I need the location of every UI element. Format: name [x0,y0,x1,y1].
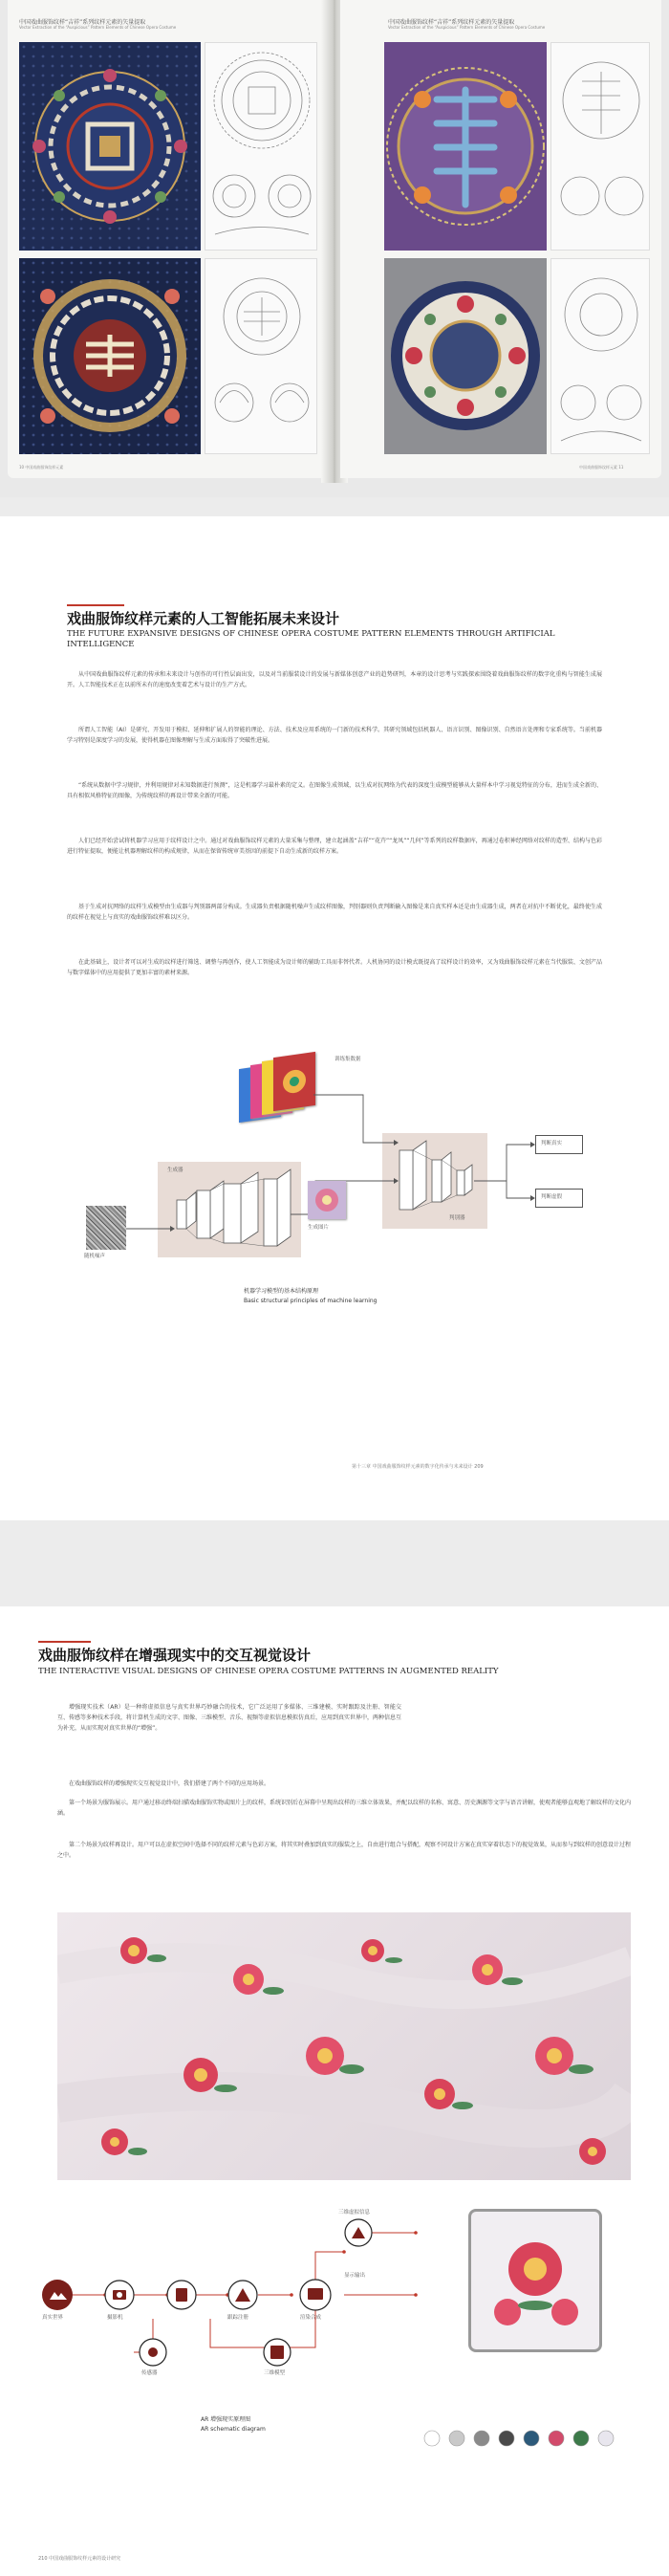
page3-paragraph-4: 第二个场景为纹样再设计。用户可以在虚拟空间中选择不同的纹样元素与色彩方案，将其实时叠加到真实的服装之上，自由进行组合与搭配，观察不同设计方案在真实穿着状态下的视觉效果，从而参与到纹样的创意设计过程之中。 [57,1842,632,1859]
color-swatch [524,2431,539,2446]
label-fake: 判断虚假 [541,1194,563,1200]
label-real: 判断真实 [541,1141,563,1146]
label-noise: 随机噪声 [84,1254,106,1259]
random-noise-image [86,1206,126,1250]
flow-label-render: 渲染合成 [300,2315,322,2321]
label-generator: 生成器 [167,1168,183,1173]
flow-label-tracking: 跟踪注册 [227,2315,249,2321]
color-swatch [598,2431,614,2446]
page-ai-future-design [0,516,669,1520]
ar-flow-lines [38,2194,440,2453]
phone-mockup [449,2209,631,2362]
color-swatches [421,2429,631,2448]
label-discriminator: 判别器 [449,1215,465,1221]
color-swatch [474,2431,489,2446]
diagram-caption-en: Basic structural principles of machine learning [244,1298,378,1304]
page2-title: 戏曲服饰纹样元素的人工智能拓展未来设计 [67,610,340,627]
color-swatch [449,2431,464,2446]
flow-label-model: 三维模型 [264,2370,286,2376]
vector-sketch-bottom [205,258,317,454]
ar-caption-en: AR schematic diagram [201,2426,266,2433]
flow-label-real-world: 真实世界 [42,2315,64,2321]
page3-paragraph-2: 在戏曲服饰纹样的增强现实交互视觉设计中，我们搭建了两个不同的应用场景。 [69,1780,270,1787]
page3-paragraph-1: 增强现实技术（AR）是一种将虚拟信息与真实世界巧妙融合的技术，它广泛运用了多媒体、三维建模、实时跟踪及注册、智能交互、传感等多种技术手段，将计算机生成的文字、图像、三维模型、音乐、视频等虚拟信息模拟仿真后，应用到真实世界中，两种信息互为补充，从而实现对真实世界的“增强”。 [57,1704,402,1732]
title-accent-rule [67,604,124,606]
page3-title: 戏曲服饰纹样在增强现实中的交互视觉设计 [38,1647,312,1664]
navy-embroidery-panel-top [19,42,201,251]
page-ar-interactive-design [0,1606,669,2576]
color-swatch [549,2431,564,2446]
page2-paragraph-4: 人们已经开始尝试将机器学习应用于纹样设计之中。通过对戏曲服饰纹样元素的大量采集与整理，建立起涵盖“吉祥”“花卉”“龙凤”“几何”等系列的纹样数据库，再通过卷积神经网络对纹样的造型、结构与色彩进行特征提取，便能让机器理解纹样的构成规律，从而在保留传统审美基因的前提下自动生成新的纹样方案。 [67,838,602,855]
page2-paragraph-3: “系统从数据中学习规律，并利用规律对未知数据进行预测”，这是机器学习最朴素的定义。在图像生成领域，以生成对抗网络为代表的深度生成模型能够从大量样本中学习视觉特征的分布，进而生成全新的、具有相似风格特征的图像，为传统纹样的再设计带来全新的可能。 [67,782,602,799]
right-page-footer: 中国戏曲服饰纹样元素 11 [579,465,624,469]
label-generated: 生成图片 [308,1225,330,1231]
color-swatch [573,2431,589,2446]
flow-label-virtual: 三维虚拟信息 [338,2210,371,2216]
label-real-samples: 训练集数据 [334,1057,361,1062]
ar-flow-diagram [38,2194,440,2453]
page3-running-head: 210 中国戏曲服饰纹样元素的设计研究 [38,2556,121,2562]
right-page [340,0,661,478]
page2-title-en: THE FUTURE EXPANSIVE DESIGNS OF CHINESE OPERA COSTUME PATTERN ELEMENTS THROUGH ARTIFICIAL INTELLIGENCE [67,629,555,649]
flow-label-display: 显示输出 [344,2273,366,2279]
right-page-header: 中国戏曲服饰纹样“吉祥”系列纹样元素的矢量提取 [388,19,515,26]
vector-sketch-right-bottom [550,258,650,454]
embroidered-garment-photo [57,1912,631,2180]
diagram-caption-cn: 机器学习模型的基本结构原理 [244,1288,319,1295]
left-page-footer: 10 中国戏曲服饰纹样元素 [19,465,64,469]
page2-paragraph-5: 基于生成对抗网络的纹样生成模型由生成器与判别器两部分构成。生成器负责根据随机噪声生成纹样图像，判别器则负责判断输入图像是来自真实样本还是由生成器生成，两者在对抗中不断优化，最终使生成的纹样在视觉上与真实的戏曲服饰纹样难以区分。 [67,904,602,921]
page3-title-en: THE INTERACTIVE VISUAL DESIGNS OF CHINESE OPERA COSTUME PATTERNS IN AUGMENTED REALITY [38,1667,499,1676]
title-accent-rule-2 [38,1641,91,1643]
vector-sketch-right-top [550,42,650,251]
ar-caption-cn: AR 增强现实原理图 [201,2416,251,2423]
page-divider-band [0,1520,669,1606]
color-swatch [424,2431,440,2446]
navy-embroidery-panel-bottom [19,258,201,454]
page3-paragraph-3: 第一个场景为服饰展示。用户通过移动终端扫描戏曲服饰实物或图片上的纹样，系统识别后在屏幕中呈现出纹样的三维立体效果，并配以纹样的名称、寓意、历史渊源等文字与语音讲解，使观者能够直观地了解纹样的文化内涵。 [57,1800,632,1817]
gan-diagram [57,1037,631,1324]
left-page-header: 中国戏曲服饰纹样“吉祥”系列纹样元素的矢量提取 [19,19,146,26]
vector-sketch-top [205,42,317,251]
book-spread-photo [0,0,669,497]
page2-paragraph-2: 所谓人工智能（AI）是研究、开发用于模拟、延伸和扩展人的智能的理论、方法、技术及应用系统的一门新的技术科学。其研究领域包括机器人、语言识别、图像识别、自然语言处理和专家系统等。当前机器学习特别是深度学习的发展，使得机器在图像理解与生成方面取得了突破性进展。 [67,727,602,744]
color-swatch [499,2431,514,2446]
right-page-subheader: Vector Extraction of the “Auspicious” Pattern Elements of Chinese Opera Costume [388,25,546,30]
generated-pattern-card [308,1181,346,1219]
flow-label-camera: 摄影机 [107,2315,123,2321]
page2-paragraph-6: 在此基础上，设计者可以对生成的纹样进行筛选、调整与再创作，使人工智能成为设计师的辅助工具而非替代者。人机协同的设计模式既提高了纹样设计的效率，又为戏曲服饰纹样元素在当代服装、文创产品与数字媒体中的应用提供了更加丰富的素材来源。 [67,959,602,976]
left-page [8,0,329,478]
flow-label-sensor: 传感器 [141,2370,158,2376]
page2-running-head: 第十三章 中国戏曲服饰纹样元素的数字化传承与未来设计 209 [352,1464,484,1470]
page2-paragraph-1: 从中国戏曲服饰纹样元素的传承和未来设计与创作的可行性层面出发，以及对当前服装设计的发展与新媒体创意产业的趋势研判，本章的设计思考与实践探索围绕着戏曲服饰纹样的数字化重构与智能生成展开。人工智能技术正在以前所未有的速度改变着艺术与设计的生产方式。 [67,671,602,688]
grey-embroidery-panel [384,258,547,454]
phone-screen [468,2209,602,2352]
purple-embroidery-panel [384,42,547,251]
left-page-subheader: Vector Extraction of the “Auspicious” Pattern Elements of Chinese Opera Costume [19,25,177,30]
